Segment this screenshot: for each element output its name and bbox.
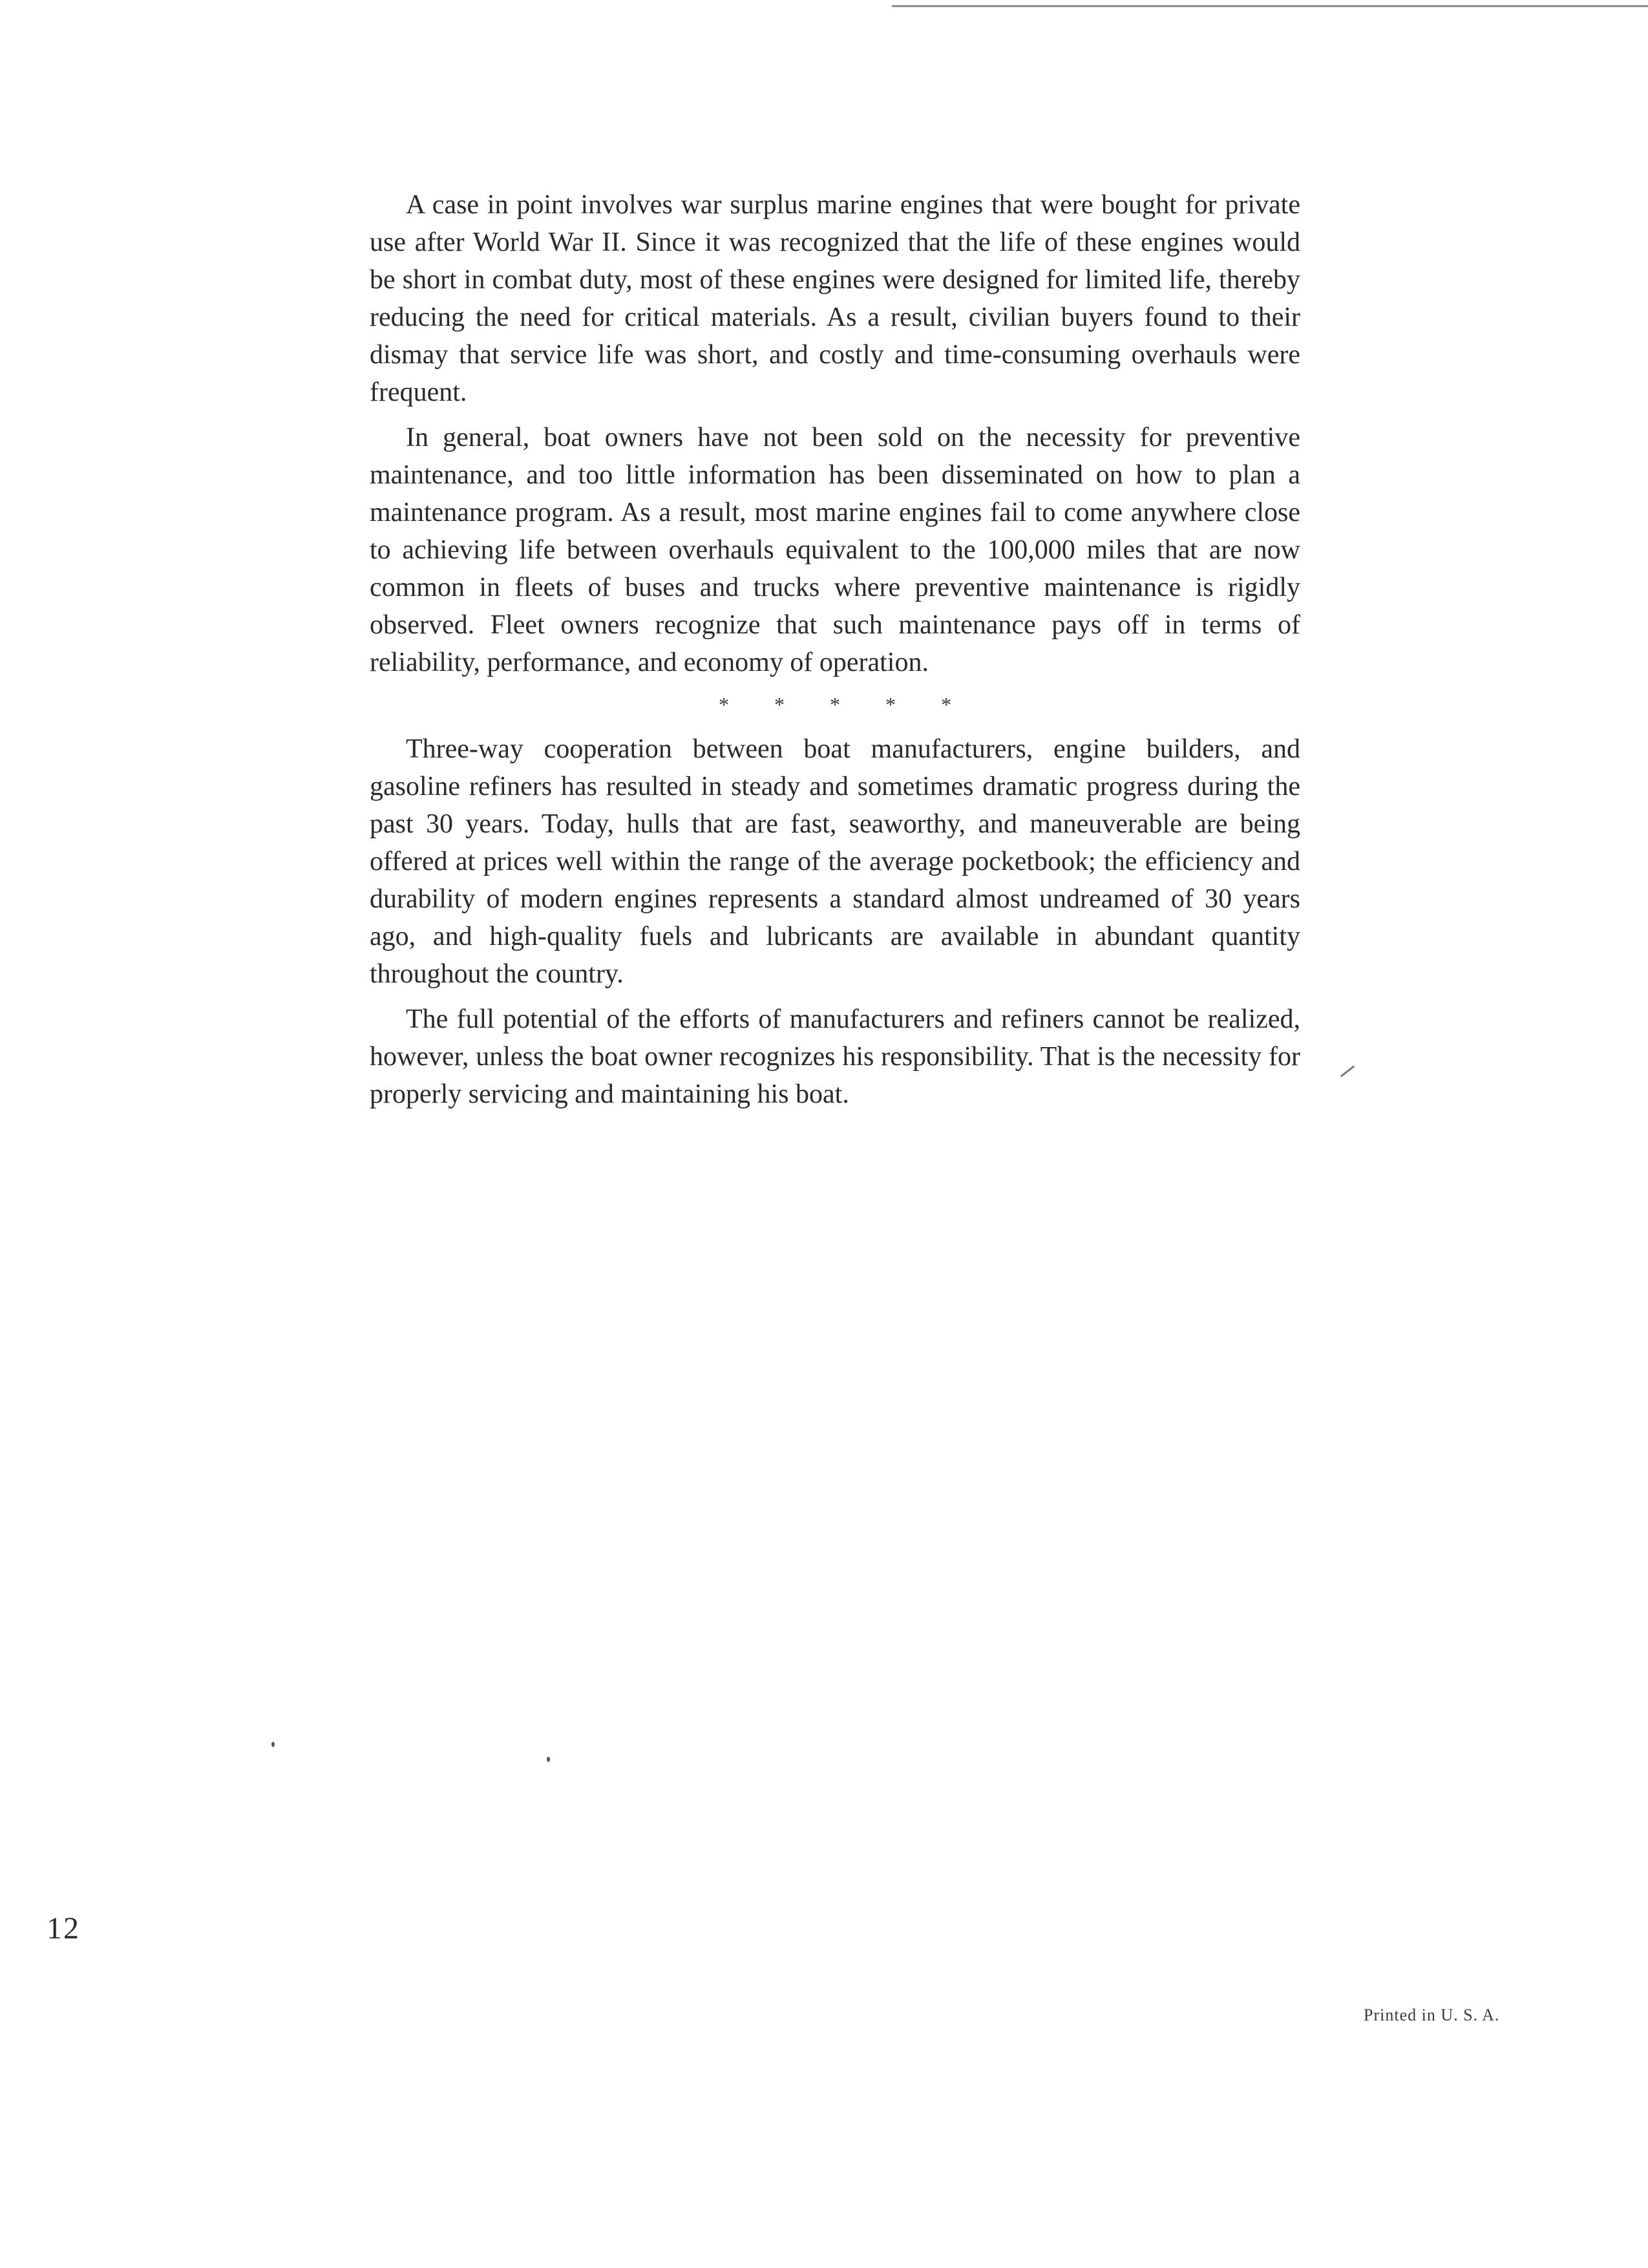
stray-pen-mark bbox=[1340, 1065, 1355, 1077]
separator-asterisk: * bbox=[885, 693, 896, 716]
separator-asterisk: * bbox=[774, 693, 785, 716]
separator-asterisk: * bbox=[719, 693, 729, 716]
paragraph-three-way-cooperation: Three-way cooperation between boat manufacturers, engine builders, and gasoline refiners has resulted in steady and sometimes dramatic progress during the past 30 years. Today, hulls that are fast, seaworthy, and maneuverable are being offered at prices well within the range of the average pocketbook; the efficiency and durability of modern engines represents a standard almost undreamed of 30 years ago, and high-quality fuels and lubricants are available in abundant quantity throughout the country. bbox=[370, 734, 1300, 989]
paragraph-preventive-maintenance: In general, boat owners have not been sold on the necessity for preventive maintenance, and too little information has been disseminated on how to plan a maintenance program. As a result, most marine engines fail to come anywhere close to achieving life between overhauls equivalent to the 100,000 miles that are now common in fleets of buses and trucks where preventive maintenance is rigidly observed. Fleet owners recognize that such maintenance pays off in terms of reliability, performance, and economy of operation. bbox=[370, 423, 1300, 677]
separator-asterisk: * bbox=[941, 693, 951, 716]
paragraph-war-surplus: A case in point involves war surplus marine engines that were bought for private use after World War II. Since it was recognized that the life of these engines would be short in combat duty, most of these engines were designed for limited life, thereby reducing the need for critical materials. As a result, civilian buyers found to their dismay that service life was short, and costly and time-consuming overhauls were frequent. bbox=[370, 190, 1300, 407]
stray-speck bbox=[547, 1757, 550, 1762]
body-text bbox=[370, 186, 1300, 1121]
stray-speck bbox=[271, 1742, 275, 1747]
separator-asterisk: * bbox=[830, 693, 840, 716]
printed-in-usa-footer: Printed in U. S. A. bbox=[1364, 2006, 1500, 2024]
paragraph-owner-responsibility: The full potential of the efforts of manufacturers and refiners cannot be realized, however, unless the boat owner recognizes his responsibility. That is the necessity for properly servicing and maintaining his boat. bbox=[370, 1004, 1300, 1109]
page-number: 12 bbox=[47, 1911, 80, 1945]
section-separator bbox=[370, 689, 1300, 720]
top-edge-rule bbox=[892, 5, 1648, 7]
